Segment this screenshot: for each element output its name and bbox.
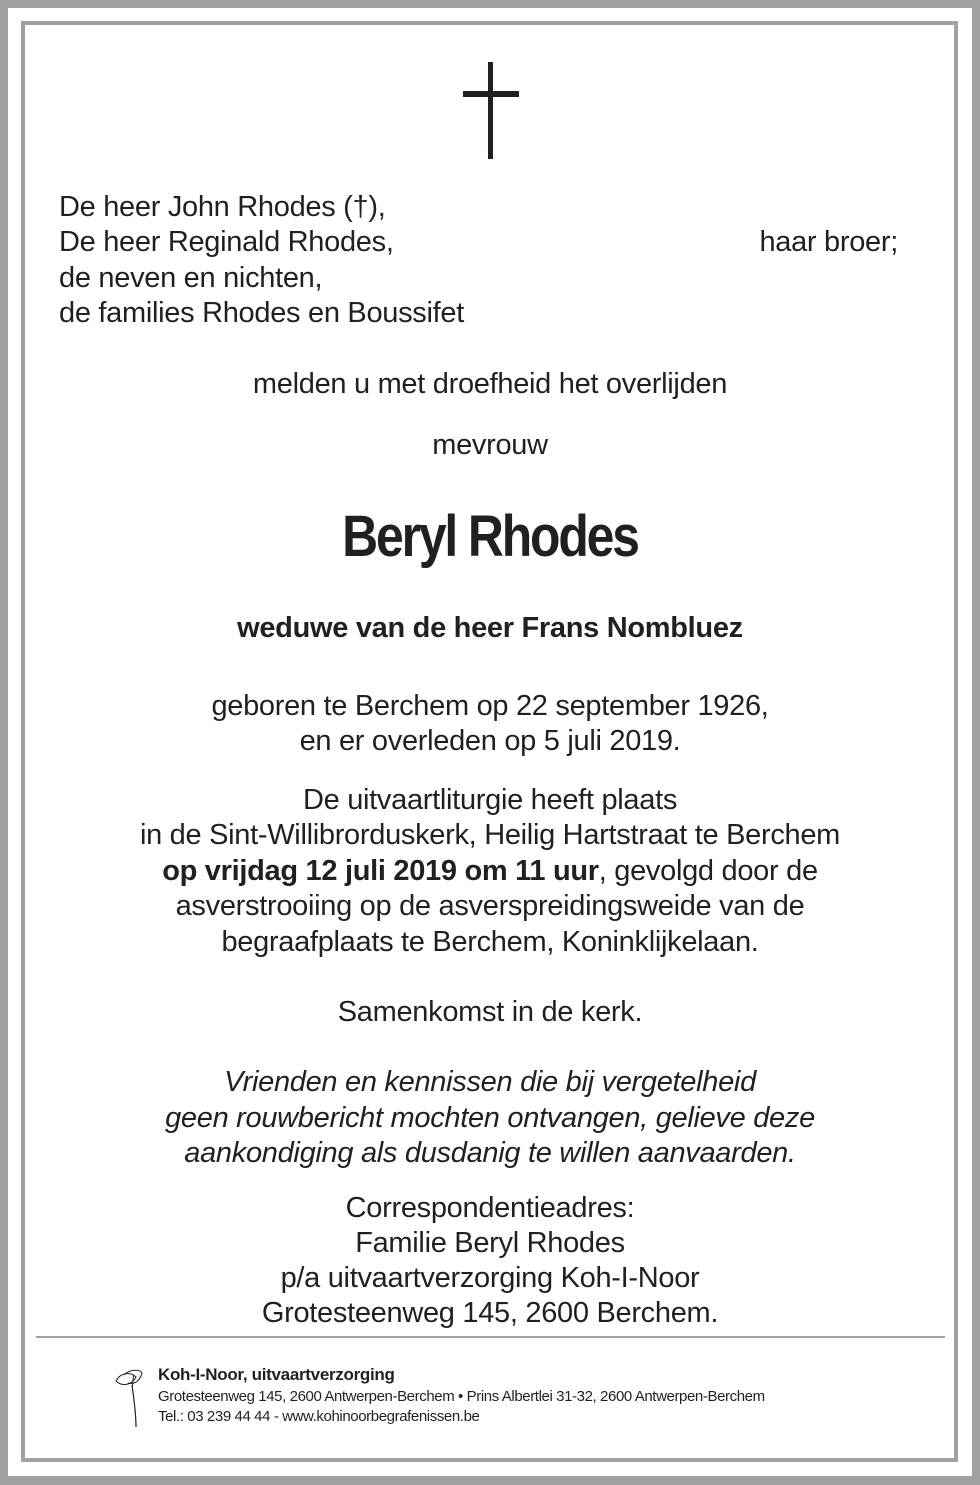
- funeral-date-line: [0, 854, 980, 888]
- funeral-home-addresses: Grotesteenweg 145, 2600 Antwerpen-Berchem • Prins Albertlei 31-32, 2600 Antwerpen-Berchem: [158, 1388, 765, 1405]
- funeral-date: op vrijdag 12 juli 2019 om 11 uur: [162, 855, 599, 887]
- notice-line: geen rouwbericht mochten ontvangen, gelieve deze: [165, 1102, 815, 1134]
- funeral-line: begraafplaats te Berchem, Koninklijkelaan.: [221, 926, 759, 958]
- mourner-line: De heer Reginald Rhodes,: [59, 226, 394, 258]
- cross-icon: [463, 62, 519, 159]
- birth-line: geboren te Berchem op 22 september 1926,: [211, 690, 769, 722]
- death-line: en er overleden op 5 juli 2019.: [299, 725, 681, 757]
- correspondence-line: Familie Beryl Rhodes: [355, 1227, 625, 1259]
- correspondence-line: Grotesteenweg 145, 2600 Berchem.: [261, 1297, 719, 1329]
- notice-line: Vrienden en kennissen die bij vergetelheid: [224, 1066, 756, 1098]
- funeral-home-name: Koh-I-Noor, uitvaartverzorging: [158, 1365, 395, 1384]
- deceased-name: Beryl Rhodes: [342, 504, 638, 569]
- mourner-line: De heer John Rhodes (†),: [59, 191, 386, 223]
- footer-divider: [36, 1336, 945, 1338]
- mourner-relation: haar broer;: [759, 226, 898, 258]
- mourner-line: de neven en nichten,: [59, 262, 323, 294]
- mourner-line: de families Rhodes en Boussifet: [59, 297, 464, 329]
- deceased-title: mevrouw: [432, 429, 548, 461]
- correspondence-line: p/a uitvaartverzorging Koh-I-Noor: [280, 1262, 700, 1294]
- funeral-home-contact: Tel.: 03 239 44 44 - www.kohinoorbegrafenissen.be: [158, 1408, 480, 1425]
- funeral-line-rest: , gevolgd door de: [598, 855, 818, 887]
- funeral-line: asverstrooiing op de asverspreidingsweide van de: [175, 890, 805, 922]
- funeral-line: De uitvaartliturgie heeft plaats: [302, 784, 678, 816]
- funeral-line: in de Sint-Willibrorduskerk, Heilig Hartstraat te Berchem: [139, 819, 841, 851]
- gathering-note: Samenkomst in de kerk.: [337, 996, 643, 1028]
- announcement-intro: melden u met droefheid het overlijden: [252, 368, 728, 400]
- flower-icon: [112, 1365, 148, 1429]
- correspondence-label: Correspondentieadres:: [345, 1192, 635, 1224]
- notice-line: aankondiging als dusdanig te willen aanvaarden.: [184, 1137, 796, 1169]
- spouse-line: weduwe van de heer Frans Nombluez: [237, 612, 743, 644]
